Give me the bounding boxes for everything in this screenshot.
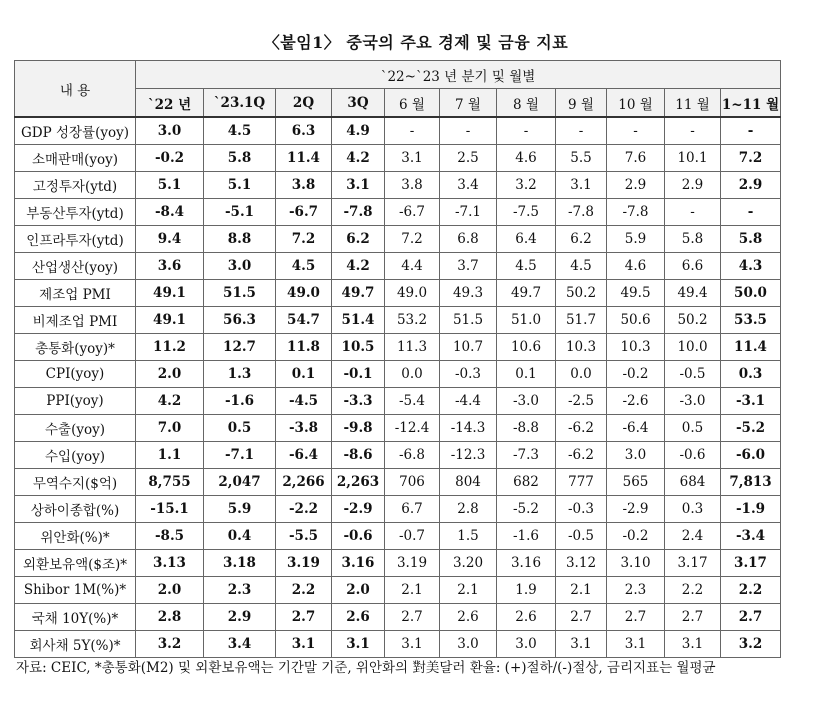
table-cell: 51.4 (332, 307, 385, 334)
table-cell: 0.1 (276, 361, 332, 388)
table-cell: -0.6 (665, 442, 721, 469)
table-cell: 3.8 (276, 172, 332, 199)
table-row (15, 117, 781, 145)
table-cell: 2.4 (665, 523, 721, 550)
table-cell: - (665, 117, 721, 145)
column-header: 6 월 (385, 89, 440, 118)
table-cell: 2.5 (440, 145, 497, 172)
table-cell: 3.2 (497, 172, 556, 199)
table-cell: -1.6 (204, 388, 276, 415)
table-row (15, 361, 781, 388)
table-cell: -7.3 (497, 442, 556, 469)
column-header: 10 월 (607, 89, 665, 118)
table-cell: -8.6 (332, 442, 385, 469)
table-cell: 54.7 (276, 307, 332, 334)
table-row (15, 415, 781, 442)
table-cell: 3.20 (440, 550, 497, 577)
table-cell: 0.3 (721, 361, 781, 388)
table-cell: -2.9 (332, 496, 385, 523)
table-cell: 9.4 (136, 226, 204, 253)
table-row (15, 145, 781, 172)
column-header: 7 월 (440, 89, 497, 118)
table-cell: -9.8 (332, 415, 385, 442)
table-cell: -5.5 (276, 523, 332, 550)
table-cell: 0.1 (497, 361, 556, 388)
table-cell: -8.4 (136, 199, 204, 226)
row-label: 부동산투자(ytd) (15, 199, 136, 226)
table-cell: -1.6 (497, 523, 556, 550)
table-cell: -0.7 (385, 523, 440, 550)
column-header: 9 월 (556, 89, 607, 118)
indicator-table (14, 60, 781, 658)
table-cell: 4.5 (276, 253, 332, 280)
table-cell: 7,813 (721, 469, 781, 496)
table-row (15, 388, 781, 415)
table-cell: 1.5 (440, 523, 497, 550)
table-cell: 5.5 (556, 145, 607, 172)
table-cell: 4.6 (607, 253, 665, 280)
table-cell: 2.7 (556, 604, 607, 631)
table-cell: 49.7 (497, 280, 556, 307)
table-cell: 49.0 (276, 280, 332, 307)
table-cell: -2.9 (607, 496, 665, 523)
table-cell: 5.8 (721, 226, 781, 253)
row-label: 소매판매(yoy) (15, 145, 136, 172)
table-cell: 51.5 (440, 307, 497, 334)
table-cell: 1.1 (136, 442, 204, 469)
row-label: 회사채 5Y(%)* (15, 631, 136, 658)
column-header: 2Q (276, 89, 332, 118)
table-cell: -3.8 (276, 415, 332, 442)
table-cell: -14.3 (440, 415, 497, 442)
table-cell: 3.2 (136, 631, 204, 658)
table-cell: -3.0 (665, 388, 721, 415)
table-cell: 3.1 (556, 172, 607, 199)
table-cell: 777 (556, 469, 607, 496)
table-cell: 6.2 (556, 226, 607, 253)
table-cell: 6.7 (385, 496, 440, 523)
table-cell: 3.0 (440, 631, 497, 658)
table-cell: 2.7 (607, 604, 665, 631)
table-cell: 3.1 (276, 631, 332, 658)
table-cell: -12.4 (385, 415, 440, 442)
table-cell: 6.4 (497, 226, 556, 253)
table-cell: 7.2 (385, 226, 440, 253)
source-note: 자료: CEIC, *총통화(M2) 및 외환보유액는 기간말 기준, 위안화의 對美달러 환율: (+)절하/(-)절상, 금리지표는 월평균 (16, 660, 716, 676)
column-header: 11 월 (665, 89, 721, 118)
table-cell: -0.6 (332, 523, 385, 550)
table-cell: -6.2 (556, 442, 607, 469)
table-cell: -0.3 (556, 496, 607, 523)
table-cell: 2,266 (276, 469, 332, 496)
table-cell: 7.0 (136, 415, 204, 442)
table-cell: 11.2 (136, 334, 204, 361)
table-cell: 7.2 (276, 226, 332, 253)
table-cell: -6.7 (385, 199, 440, 226)
table-cell: 51.7 (556, 307, 607, 334)
table-cell: - (607, 117, 665, 145)
table-cell: 4.2 (332, 253, 385, 280)
table-cell: 4.3 (721, 253, 781, 280)
row-label: 상하이종합(%) (15, 496, 136, 523)
table-row (15, 442, 781, 469)
row-label: 수출(yoy) (15, 415, 136, 442)
table-cell: - (665, 199, 721, 226)
table-cell: -5.2 (497, 496, 556, 523)
table-cell: 49.1 (136, 280, 204, 307)
table-row (15, 172, 781, 199)
row-label: 외환보유액($조)* (15, 550, 136, 577)
table-cell: 53.5 (721, 307, 781, 334)
table-row (15, 334, 781, 361)
table-cell: -0.2 (607, 523, 665, 550)
table-cell: 3.8 (385, 172, 440, 199)
table-cell: 3.4 (440, 172, 497, 199)
table-cell: 49.7 (332, 280, 385, 307)
table-cell: 6.8 (440, 226, 497, 253)
table-cell: 3.1 (665, 631, 721, 658)
table-cell: 2.6 (440, 604, 497, 631)
table-cell: -0.2 (136, 145, 204, 172)
table-cell: -6.7 (276, 199, 332, 226)
row-label: 총통화(yoy)* (15, 334, 136, 361)
table-cell: 3.2 (721, 631, 781, 658)
table-cell: 2.0 (136, 577, 204, 604)
table-cell: -2.6 (607, 388, 665, 415)
table-cell: 682 (497, 469, 556, 496)
table-cell: -7.5 (497, 199, 556, 226)
table-cell: -0.2 (607, 361, 665, 388)
table-cell: 4.5 (497, 253, 556, 280)
table-row (15, 604, 781, 631)
table-cell: 2.0 (332, 577, 385, 604)
column-header: 3Q (332, 89, 385, 118)
table-cell: 7.2 (721, 145, 781, 172)
table-cell: 2.8 (136, 604, 204, 631)
table-row (15, 577, 781, 604)
table-row (15, 550, 781, 577)
table-cell: - (385, 117, 440, 145)
table-cell: 56.3 (204, 307, 276, 334)
table-row (15, 523, 781, 550)
table-cell: 10.7 (440, 334, 497, 361)
table-cell: 49.1 (136, 307, 204, 334)
table-cell: 3.16 (332, 550, 385, 577)
table-cell: 4.5 (556, 253, 607, 280)
table-cell: -6.4 (276, 442, 332, 469)
row-label: 고정투자(ytd) (15, 172, 136, 199)
table-cell: -3.1 (721, 388, 781, 415)
table-cell: 1.9 (497, 577, 556, 604)
table-cell: 0.3 (665, 496, 721, 523)
table-cell: 3.6 (136, 253, 204, 280)
table-cell: 6.3 (276, 117, 332, 145)
row-label: 인프라투자(ytd) (15, 226, 136, 253)
table-cell: -12.3 (440, 442, 497, 469)
table-cell: -6.8 (385, 442, 440, 469)
table-cell: 12.7 (204, 334, 276, 361)
table-cell: 49.0 (385, 280, 440, 307)
column-header: `23.1Q (204, 89, 276, 118)
table-cell: 3.1 (607, 631, 665, 658)
row-label: 비제조업 PMI (15, 307, 136, 334)
table-cell: 3.0 (204, 253, 276, 280)
table-cell: -8.5 (136, 523, 204, 550)
table-cell: 3.13 (136, 550, 204, 577)
table-cell: 2,047 (204, 469, 276, 496)
table-cell: 10.3 (607, 334, 665, 361)
table-cell: 6.2 (332, 226, 385, 253)
table-cell: 11.4 (276, 145, 332, 172)
table-cell: 8.8 (204, 226, 276, 253)
row-label-header: 내 용 (15, 61, 136, 118)
table-cell: 804 (440, 469, 497, 496)
row-label: 수입(yoy) (15, 442, 136, 469)
table-cell: 2.1 (556, 577, 607, 604)
table-cell: 3.1 (556, 631, 607, 658)
table-cell: - (721, 117, 781, 145)
table-cell: -5.4 (385, 388, 440, 415)
table-cell: 2,263 (332, 469, 385, 496)
row-label: GDP 성장률(yoy) (15, 117, 136, 145)
table-cell: 3.1 (385, 145, 440, 172)
row-label: Shibor 1M(%)* (15, 577, 136, 604)
table-cell: 4.6 (497, 145, 556, 172)
table-cell: 3.0 (607, 442, 665, 469)
table-cell: 2.3 (204, 577, 276, 604)
table-cell: 2.6 (332, 604, 385, 631)
table-cell: 4.2 (136, 388, 204, 415)
table-cell: 2.7 (276, 604, 332, 631)
table-cell: -3.0 (497, 388, 556, 415)
table-cell: -8.8 (497, 415, 556, 442)
table-cell: 2.3 (607, 577, 665, 604)
table-cell: 2.7 (385, 604, 440, 631)
table-cell: 2.9 (721, 172, 781, 199)
table-cell: 2.2 (665, 577, 721, 604)
table-cell: 11.3 (385, 334, 440, 361)
table-row (15, 226, 781, 253)
row-label: 산업생산(yoy) (15, 253, 136, 280)
table-cell: -0.3 (440, 361, 497, 388)
table-cell: 2.7 (721, 604, 781, 631)
table-cell: 10.3 (556, 334, 607, 361)
table-cell: 3.1 (332, 172, 385, 199)
table-cell: 4.4 (385, 253, 440, 280)
table-row (15, 631, 781, 658)
table-cell: -3.3 (332, 388, 385, 415)
table-cell: - (497, 117, 556, 145)
table-cell: 3.19 (385, 550, 440, 577)
table-cell: -2.5 (556, 388, 607, 415)
table-cell: 10.0 (665, 334, 721, 361)
table-cell: 53.2 (385, 307, 440, 334)
table-cell: 3.1 (332, 631, 385, 658)
table-cell: -7.8 (556, 199, 607, 226)
table-cell: 50.2 (556, 280, 607, 307)
table-cell: 3.19 (276, 550, 332, 577)
table-cell: 1.3 (204, 361, 276, 388)
table-row (15, 280, 781, 307)
table-cell: 706 (385, 469, 440, 496)
table-cell: 5.1 (204, 172, 276, 199)
table-row (15, 253, 781, 280)
table-cell: - (721, 199, 781, 226)
table-title: 〈붙임1〉 중국의 주요 경제 및 금융 지표 (263, 33, 569, 52)
table-cell: 2.9 (665, 172, 721, 199)
table-cell: -3.4 (721, 523, 781, 550)
row-label: 제조업 PMI (15, 280, 136, 307)
table-cell: 2.2 (276, 577, 332, 604)
row-label: 국채 10Y(%)* (15, 604, 136, 631)
table-cell: 11.4 (721, 334, 781, 361)
table-cell: -7.8 (607, 199, 665, 226)
table-cell: 8,755 (136, 469, 204, 496)
column-header: `22 년 (136, 89, 204, 118)
table-row (15, 199, 781, 226)
table-cell: 4.5 (204, 117, 276, 145)
table-cell: 11.8 (276, 334, 332, 361)
table-cell: 3.18 (204, 550, 276, 577)
table-cell: 0.5 (665, 415, 721, 442)
table-cell: 7.6 (607, 145, 665, 172)
table-cell: 2.6 (497, 604, 556, 631)
table-cell: 2.0 (136, 361, 204, 388)
table-row (15, 496, 781, 523)
table-cell: 5.1 (136, 172, 204, 199)
table-cell: -6.2 (556, 415, 607, 442)
column-header: 1~11 월 (721, 89, 781, 118)
table-cell: -5.2 (721, 415, 781, 442)
table-cell: -0.5 (556, 523, 607, 550)
table-cell: -7.1 (440, 199, 497, 226)
table-cell: - (440, 117, 497, 145)
table-cell: 4.2 (332, 145, 385, 172)
table-cell: -2.2 (276, 496, 332, 523)
table-cell: 49.4 (665, 280, 721, 307)
table-cell: 10.6 (497, 334, 556, 361)
table-cell: -5.1 (204, 199, 276, 226)
table-cell: 2.9 (204, 604, 276, 631)
table-cell: 50.6 (607, 307, 665, 334)
table-cell: -4.4 (440, 388, 497, 415)
table-cell: 2.8 (440, 496, 497, 523)
row-label: PPI(yoy) (15, 388, 136, 415)
table-cell: 50.0 (721, 280, 781, 307)
table-cell: -0.5 (665, 361, 721, 388)
table-cell: 50.2 (665, 307, 721, 334)
table-cell: 565 (607, 469, 665, 496)
table-cell: 4.9 (332, 117, 385, 145)
table-cell: 0.0 (385, 361, 440, 388)
table-cell: 3.10 (607, 550, 665, 577)
table-cell: 2.9 (607, 172, 665, 199)
table-cell: 51.0 (497, 307, 556, 334)
table-cell: 5.8 (204, 145, 276, 172)
table-cell: 3.16 (497, 550, 556, 577)
row-label: CPI(yoy) (15, 361, 136, 388)
table-cell: -6.4 (607, 415, 665, 442)
table-cell: -4.5 (276, 388, 332, 415)
table-cell: 684 (665, 469, 721, 496)
table-cell: 2.1 (385, 577, 440, 604)
table-cell: 10.1 (665, 145, 721, 172)
table-cell: 5.9 (607, 226, 665, 253)
table-cell: 0.5 (204, 415, 276, 442)
table-cell: -0.1 (332, 361, 385, 388)
table-cell: 2.1 (440, 577, 497, 604)
table-cell: 5.8 (665, 226, 721, 253)
table-cell: 3.4 (204, 631, 276, 658)
table-cell: 3.17 (665, 550, 721, 577)
table-cell: -7.1 (204, 442, 276, 469)
table-cell: 3.17 (721, 550, 781, 577)
table-cell: 3.0 (497, 631, 556, 658)
table-cell: 5.9 (204, 496, 276, 523)
table-cell: 3.1 (385, 631, 440, 658)
table-cell: -1.9 (721, 496, 781, 523)
table-row (15, 307, 781, 334)
table-cell: 2.7 (665, 604, 721, 631)
row-label: 위안화(%)* (15, 523, 136, 550)
table-cell: 3.7 (440, 253, 497, 280)
period-group-header: `22~`23 년 분기 및 월별 (136, 61, 781, 89)
table-row (15, 469, 781, 496)
table-cell: 0.4 (204, 523, 276, 550)
table-cell: -15.1 (136, 496, 204, 523)
table-cell: 2.2 (721, 577, 781, 604)
table-cell: - (556, 117, 607, 145)
table-cell: -6.0 (721, 442, 781, 469)
table-cell: 49.5 (607, 280, 665, 307)
table-cell: 3.0 (136, 117, 204, 145)
table-cell: -7.8 (332, 199, 385, 226)
column-header: 8 월 (497, 89, 556, 118)
table-cell: 3.12 (556, 550, 607, 577)
table-cell: 49.3 (440, 280, 497, 307)
table-cell: 6.6 (665, 253, 721, 280)
table-cell: 0.0 (556, 361, 607, 388)
row-label: 무역수지($억) (15, 469, 136, 496)
table-cell: 10.5 (332, 334, 385, 361)
table-cell: 51.5 (204, 280, 276, 307)
